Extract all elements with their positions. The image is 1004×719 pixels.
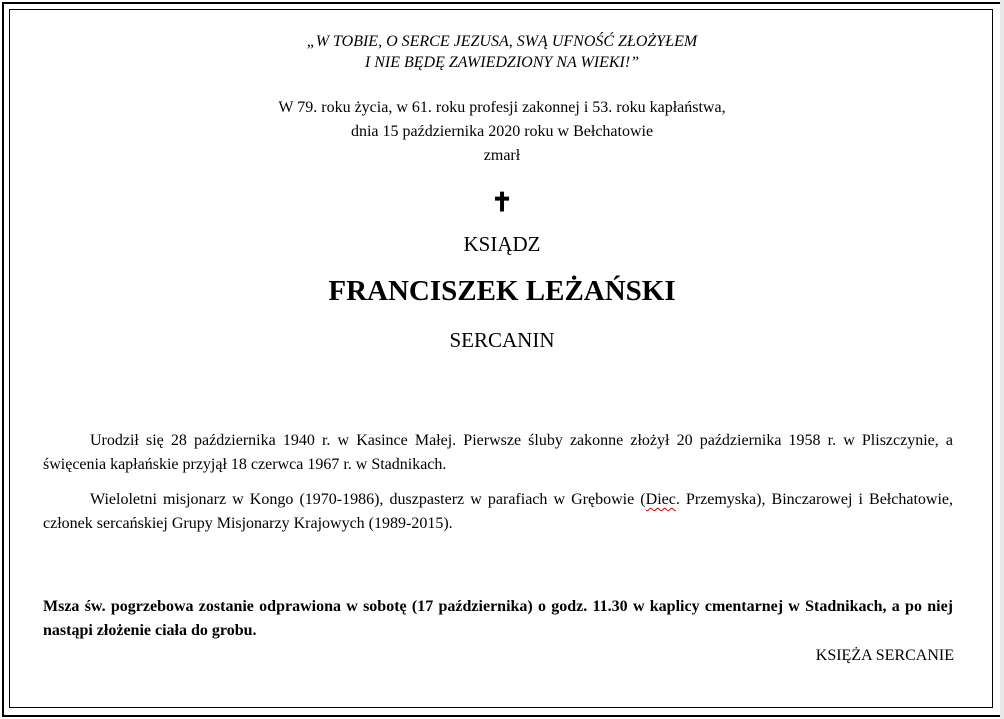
biography-text-1: Urodził się 28 października 1940 r. w Kasince Małej. Pierwsze śluby zakonne złożył 20 października 1958 r. w Pliszczynie, a święcenia kapłańskie przyjął 18 czerwca 1967 r. w Stadnikach.	[43, 432, 953, 473]
deceased-congregation: SERCANIN	[449, 328, 555, 352]
biography-text-2b: . Przemyska), Binczarowej i Bełchatowie, członek sercańskiej Grupy Misjonarzy Krajowych (1989-2015).	[43, 491, 953, 532]
announcement-line-2: dnia 15 października 2020 roku w Bełchatowie	[350, 123, 654, 140]
biography-text-2a: Wieloletni misjonarz w Kongo (1970-1986), duszpasterz w parafiach w Grębowie (	[90, 491, 646, 508]
signature: KSIĘŻA SERCANIE	[815, 647, 954, 664]
biography-paragraph-2	[43, 488, 953, 536]
cross-icon: ✝	[491, 188, 513, 217]
announcement-line-1: W 79. roku życia, w 61. roku profesji zakonnej i 53. roku kapłaństwa,	[278, 99, 726, 116]
announcement-line-3: zmarł	[483, 147, 521, 164]
deceased-name: FRANCISZEK LEŻAŃSKI	[328, 275, 676, 307]
spellcheck-flagged-word[interactable]: Diec	[645, 491, 676, 508]
motto-line-2: I NIE BĘDĘ ZAWIEDZIONY NA WIEKI!”	[364, 54, 640, 71]
deceased-rank: KSIĄDZ	[463, 232, 541, 256]
death-announcement	[0, 96, 1004, 168]
motto	[0, 31, 1004, 73]
motto-line-1: „W TOBIE, O SERCE JEZUSA, SWĄ UFNOŚĆ ZŁOŻYŁEM	[306, 33, 698, 50]
funeral-notice: Msza św. pogrzebowa zostanie odprawiona w sobotę (17 października) o godz. 11.30 w kaplicy cmentarnej w Stadnikach, a po niej nastąpi złożenie ciała do grobu.	[43, 598, 953, 639]
biography-paragraph-1	[43, 429, 953, 477]
